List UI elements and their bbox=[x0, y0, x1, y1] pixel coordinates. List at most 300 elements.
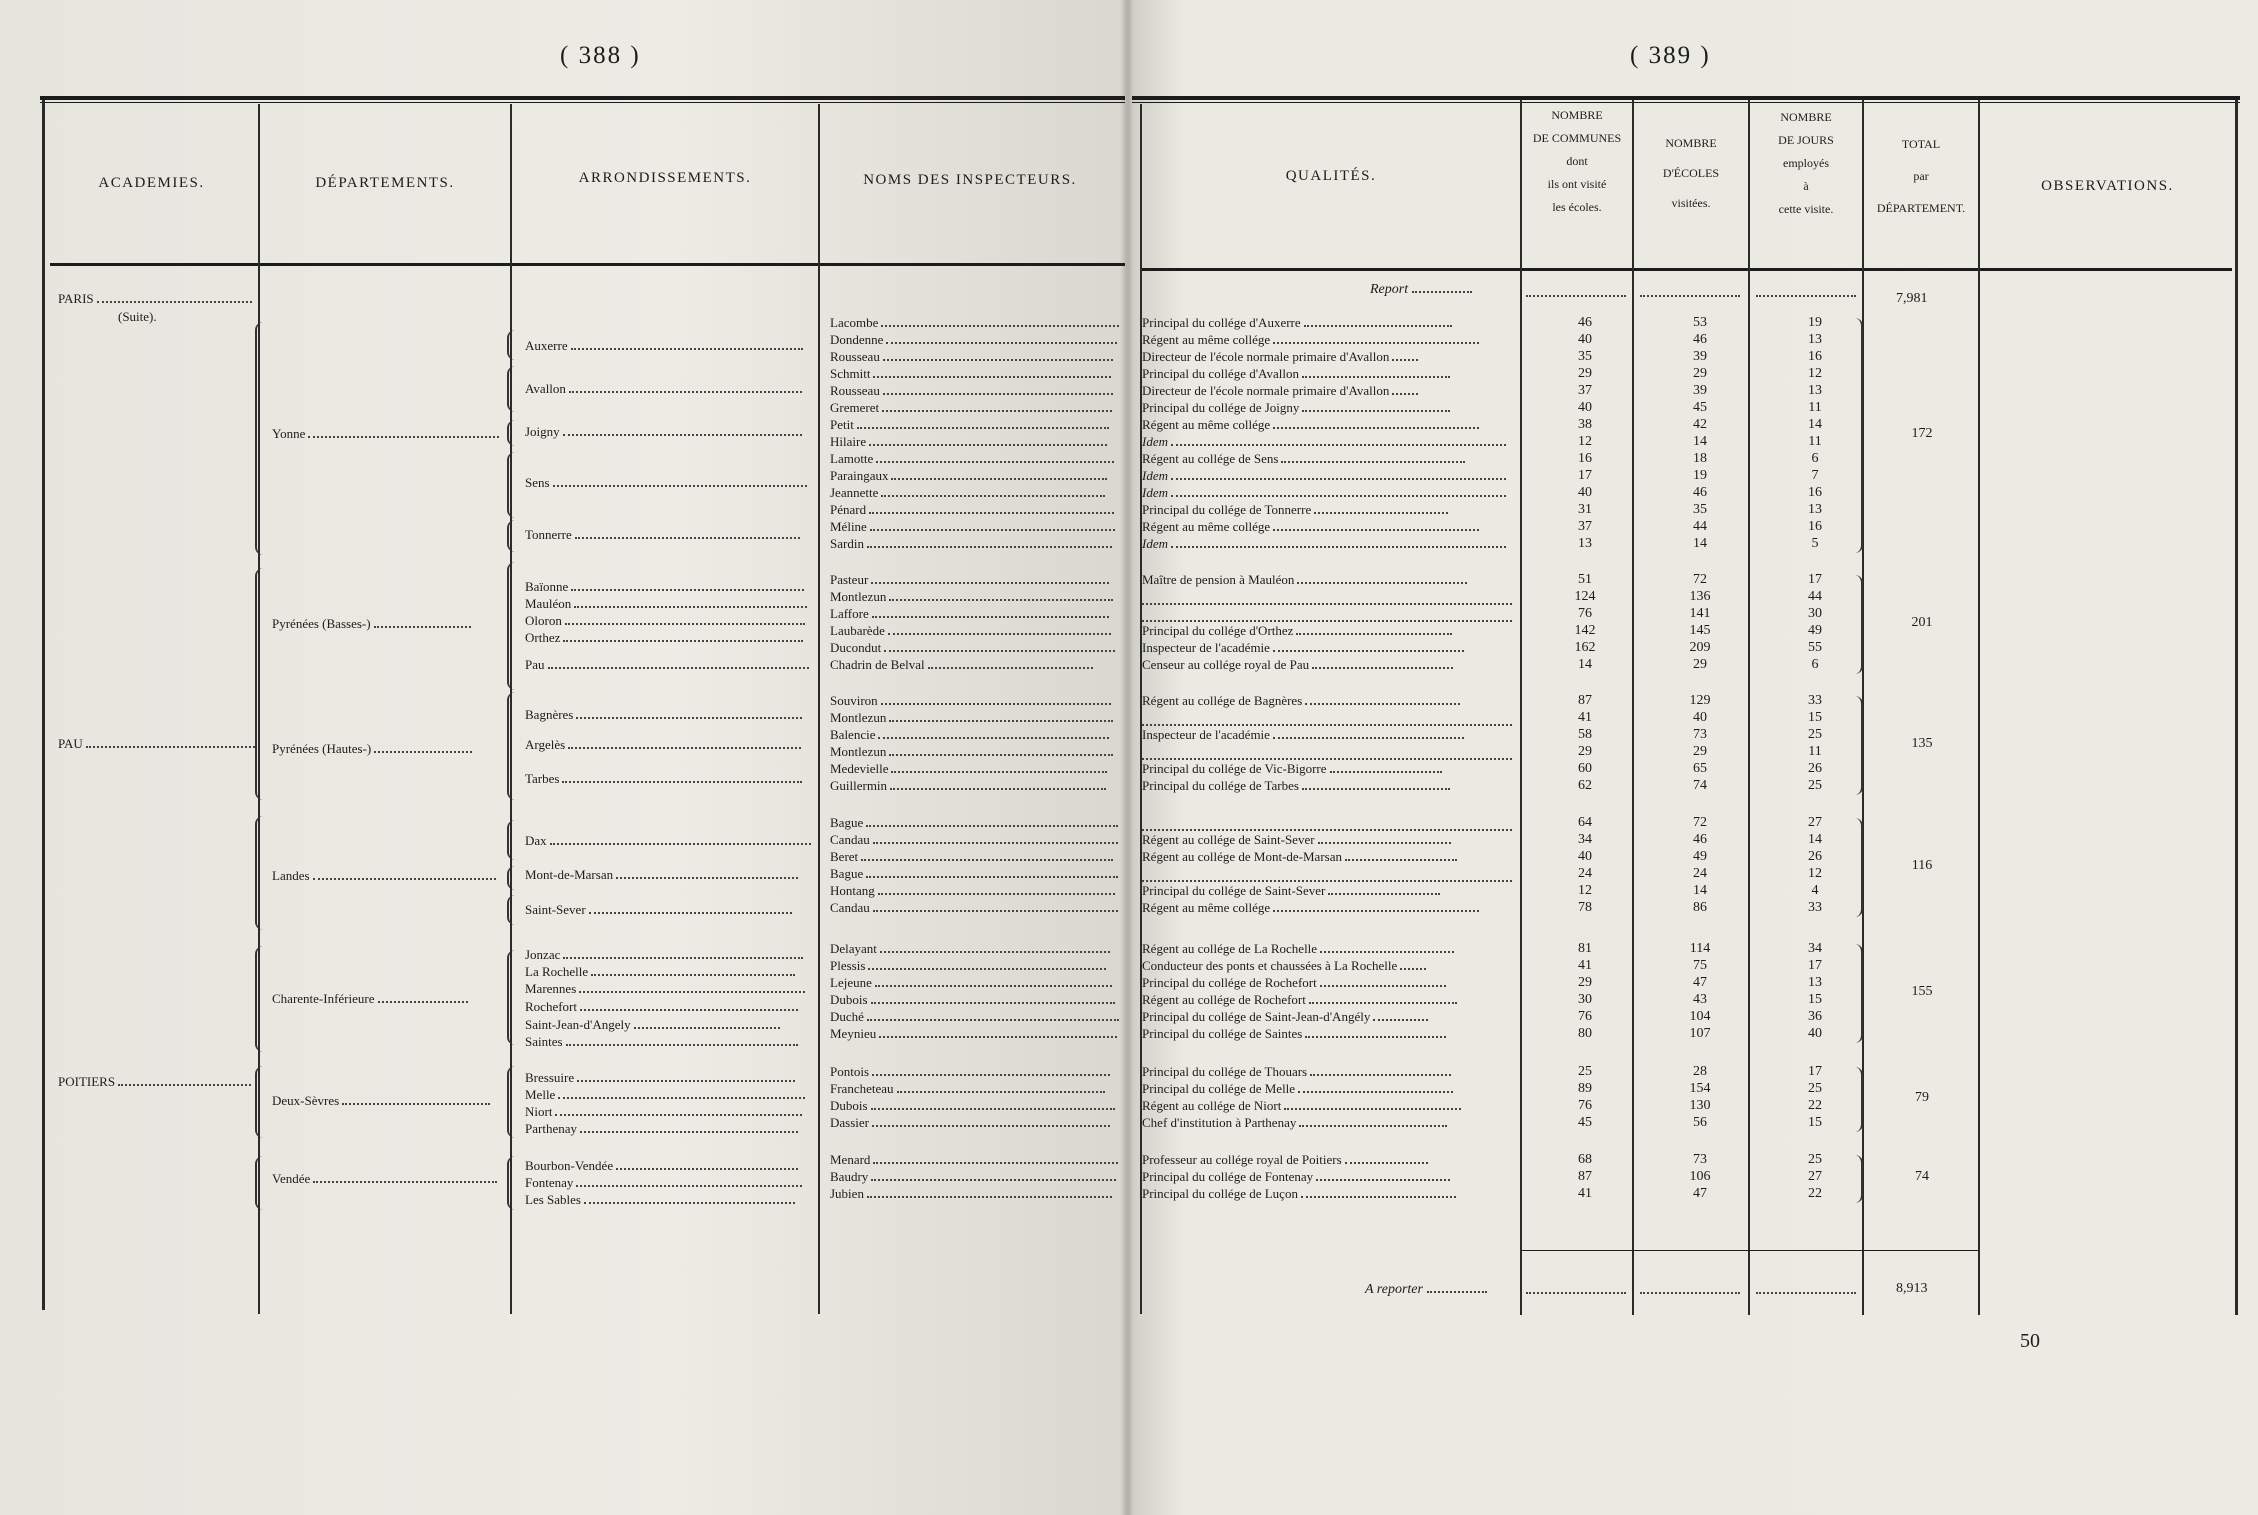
arrondissement-name-text: Mauléon bbox=[525, 596, 572, 611]
leader-dots bbox=[1142, 828, 1512, 831]
qualite-text bbox=[1142, 900, 1479, 916]
leader-dots bbox=[1298, 1090, 1453, 1093]
arrondissement-name-text: Tarbes bbox=[525, 771, 560, 786]
jours-value: 11 bbox=[1808, 400, 1822, 415]
leader-dots bbox=[1171, 443, 1506, 446]
leader-dots bbox=[1316, 1178, 1450, 1181]
group-brace bbox=[255, 946, 263, 1052]
header-ecoles bbox=[1634, 128, 1748, 218]
leader-dots bbox=[1640, 1291, 1740, 1294]
communes-value: 62 bbox=[1578, 778, 1592, 793]
jours-value: 49 bbox=[1808, 623, 1822, 638]
inspecteur-name-text: Medevielle bbox=[830, 761, 889, 776]
jours-value: 16 bbox=[1808, 349, 1822, 364]
qualite-text bbox=[1142, 975, 1446, 991]
inspecteur-name-text: Hontang bbox=[830, 883, 875, 898]
leader-dots bbox=[872, 1124, 1110, 1127]
inspecteur-name-text: Montlezun bbox=[830, 744, 887, 759]
inspecteur-name-text: Hilaire bbox=[830, 434, 867, 449]
communes-value: 87 bbox=[1578, 693, 1592, 708]
qualite-text bbox=[1142, 623, 1452, 639]
arrondissement-name-text: Tonnerre bbox=[525, 527, 572, 542]
arrondissement-name-text: Les Sables bbox=[525, 1192, 581, 1207]
jours-value: 17 bbox=[1808, 1064, 1822, 1079]
leader-dots bbox=[308, 435, 499, 438]
qualite-text-text: Idem bbox=[1142, 434, 1168, 449]
leader-dots bbox=[634, 1026, 780, 1029]
ecoles-value: 73 bbox=[1693, 1152, 1707, 1167]
inspecteur-name-text: Ducondut bbox=[830, 640, 882, 655]
jours-value: 17 bbox=[1808, 958, 1822, 973]
departement-total: 135 bbox=[1911, 736, 1933, 751]
ecoles-value: 141 bbox=[1689, 606, 1711, 621]
report-total: 7,981 bbox=[1896, 291, 1928, 306]
inspecteur-name bbox=[830, 992, 1115, 1008]
leader-dots bbox=[558, 1096, 805, 1099]
arrondissement-name bbox=[525, 771, 802, 787]
arrondissement-name-text: Fontenay bbox=[525, 1175, 574, 1190]
leader-dots bbox=[867, 1018, 1119, 1021]
group-brace bbox=[507, 1066, 515, 1138]
jours-value: 27 bbox=[1808, 1169, 1822, 1184]
group-brace bbox=[507, 366, 515, 412]
inspecteur-name-text: Candau bbox=[830, 832, 870, 847]
leader-dots bbox=[342, 1102, 490, 1105]
ecoles-value: 14 bbox=[1693, 536, 1707, 551]
communes-value: 38 bbox=[1578, 417, 1592, 432]
inspecteur-name bbox=[830, 832, 1118, 848]
communes-value: 142 bbox=[1574, 623, 1596, 638]
leader-dots bbox=[1526, 1291, 1626, 1294]
departement-name-text: Pyrénées (Hautes-) bbox=[272, 741, 372, 756]
qualite-text-text: Régent au collége de Bagnères bbox=[1142, 693, 1303, 708]
leader-dots bbox=[548, 666, 809, 669]
group-brace bbox=[255, 816, 263, 930]
ecoles-value: 49 bbox=[1693, 849, 1707, 864]
group-brace bbox=[1855, 696, 1863, 795]
header-observations: OBSERVATIONS. bbox=[2041, 178, 2174, 194]
communes-value: 40 bbox=[1578, 849, 1592, 864]
inspecteur-name bbox=[830, 383, 1113, 399]
departement-name-text: Charente-Inférieure bbox=[272, 991, 375, 1006]
arrondissement-name bbox=[525, 737, 801, 753]
leader-dots bbox=[1142, 879, 1512, 882]
ecoles-value: 39 bbox=[1693, 349, 1707, 364]
left-header-rule bbox=[50, 263, 1125, 266]
group-brace bbox=[507, 1156, 515, 1210]
qualite-text-text: Principal du collége de Saintes bbox=[1142, 1026, 1303, 1041]
inspecteur-name bbox=[830, 761, 1107, 777]
arrondissement-name bbox=[525, 596, 807, 612]
leader-dots bbox=[881, 324, 1119, 327]
communes-value: 12 bbox=[1578, 434, 1592, 449]
jours-value: 11 bbox=[1808, 744, 1822, 759]
leader-dots bbox=[118, 1083, 251, 1086]
leader-dots bbox=[866, 875, 1118, 878]
group-brace bbox=[1855, 1155, 1863, 1203]
qualite-text bbox=[1142, 468, 1506, 484]
arrondissement-name bbox=[525, 964, 795, 980]
communes-value: 41 bbox=[1578, 1186, 1592, 1201]
arrondissement-name bbox=[525, 338, 803, 354]
qualite-text bbox=[1142, 1081, 1453, 1097]
departement-name-text: Yonne bbox=[272, 426, 306, 441]
header-communes-line: dont bbox=[1566, 154, 1588, 168]
ecoles-value: 24 bbox=[1693, 866, 1707, 881]
header-total-line: TOTAL bbox=[1901, 137, 1941, 151]
arrondissement-name bbox=[525, 527, 800, 543]
leader-dots bbox=[871, 1107, 1116, 1110]
jours-value: 7 bbox=[1811, 468, 1819, 483]
departement-name bbox=[272, 426, 499, 442]
inspecteur-name bbox=[830, 778, 1106, 794]
inspecteur-name-text: Rousseau bbox=[830, 383, 880, 398]
right-col-rule-1 bbox=[1520, 100, 1522, 1315]
leader-dots bbox=[870, 528, 1115, 531]
leader-dots bbox=[891, 770, 1107, 773]
inspecteur-name-text: Laubarède bbox=[830, 623, 885, 638]
leader-dots bbox=[1312, 666, 1453, 669]
header-jours-line: DE JOURS bbox=[1778, 133, 1834, 147]
group-brace bbox=[1855, 575, 1863, 674]
leader-dots bbox=[861, 858, 1113, 861]
communes-value: 31 bbox=[1578, 502, 1592, 517]
signature-mark: 50 bbox=[2020, 1330, 2040, 1352]
leader-dots bbox=[1345, 858, 1457, 861]
arrondissement-name bbox=[525, 981, 805, 997]
leader-dots bbox=[882, 409, 1112, 412]
leader-dots bbox=[1392, 358, 1418, 361]
qualite-text bbox=[1142, 502, 1448, 518]
departement-total: 74 bbox=[1915, 1169, 1929, 1184]
inspecteur-name-text: Duché bbox=[830, 1009, 864, 1024]
inspecteur-name bbox=[830, 975, 1112, 991]
ecoles-value: 19 bbox=[1693, 468, 1707, 483]
departement-name bbox=[272, 616, 471, 632]
inspecteur-name-text: Balencie bbox=[830, 727, 876, 742]
leader-dots bbox=[575, 536, 800, 539]
leader-dots bbox=[563, 956, 803, 959]
arrondissement-name-text: Mont-de-Marsan bbox=[525, 867, 614, 882]
report-text: Report bbox=[1370, 282, 1409, 297]
communes-value: 45 bbox=[1578, 1115, 1592, 1130]
qualite-text bbox=[1142, 366, 1450, 382]
communes-value: 12 bbox=[1578, 883, 1592, 898]
leader-dots bbox=[1304, 324, 1452, 327]
group-brace bbox=[507, 866, 515, 890]
inspecteur-name-text: Dassier bbox=[830, 1115, 869, 1130]
qualite-text bbox=[1142, 657, 1453, 673]
qualite-text-text: Principal du collége d'Orthez bbox=[1142, 623, 1294, 638]
qualite-text-text: Principal du collége de Melle bbox=[1142, 1081, 1296, 1096]
leader-dots bbox=[86, 745, 255, 748]
leader-dots bbox=[1302, 409, 1450, 412]
inspecteur-name-text: Petit bbox=[830, 417, 854, 432]
arrondissement-name bbox=[525, 1104, 802, 1120]
qualite-text bbox=[1142, 832, 1451, 848]
inspecteur-name-text: Montlezun bbox=[830, 710, 887, 725]
jours-value: 5 bbox=[1811, 536, 1819, 551]
leader-dots bbox=[1756, 294, 1856, 297]
inspecteur-name bbox=[830, 657, 1093, 673]
book-gutter bbox=[1120, 0, 1134, 1515]
arrondissement-name bbox=[525, 1158, 798, 1174]
arrondissement-name-text: Saintes bbox=[525, 1034, 563, 1049]
qualite-text bbox=[1142, 572, 1467, 588]
leader-dots bbox=[1142, 723, 1512, 726]
inspecteur-name-text: Gremeret bbox=[830, 400, 880, 415]
leader-dots bbox=[589, 911, 793, 914]
communes-value: 64 bbox=[1578, 815, 1592, 830]
leader-dots bbox=[566, 1043, 799, 1046]
leader-dots bbox=[889, 719, 1112, 722]
jours-value: 34 bbox=[1808, 941, 1822, 956]
right-top-rule bbox=[1132, 96, 2240, 100]
ecoles-value: 74 bbox=[1693, 778, 1707, 793]
jours-value: 11 bbox=[1808, 434, 1822, 449]
arrondissement-name-text: Baïonne bbox=[525, 579, 569, 594]
qualite-text-text: Chef d'institution à Parthenay bbox=[1142, 1115, 1297, 1130]
header-total-line: DÉPARTEMENT. bbox=[1876, 201, 1966, 215]
leader-dots bbox=[873, 375, 1111, 378]
inspecteur-name bbox=[830, 1186, 1112, 1202]
leader-dots bbox=[1142, 619, 1512, 622]
leader-dots bbox=[579, 990, 804, 993]
communes-value: 29 bbox=[1578, 975, 1592, 990]
qualite-text bbox=[1142, 1064, 1451, 1080]
leader-dots bbox=[591, 973, 795, 976]
departement-name-text: Vendée bbox=[272, 1171, 311, 1186]
communes-value: 37 bbox=[1578, 519, 1592, 534]
leader-dots bbox=[97, 300, 252, 303]
qualite-text bbox=[1142, 417, 1479, 433]
leader-dots bbox=[871, 581, 1109, 584]
ecoles-value: 14 bbox=[1693, 434, 1707, 449]
inspecteur-name bbox=[830, 1169, 1116, 1185]
ecoles-value: 106 bbox=[1689, 1169, 1711, 1184]
qualite-text-text: Principal du collége de Vic-Bigorre bbox=[1142, 761, 1327, 776]
arrondissement-name bbox=[525, 424, 802, 440]
leader-dots bbox=[577, 1079, 795, 1082]
a-reporter-text: A reporter bbox=[1365, 1282, 1423, 1297]
inspecteur-name bbox=[830, 366, 1111, 382]
communes-value: 89 bbox=[1578, 1081, 1592, 1096]
left-top-rule bbox=[40, 96, 1125, 100]
jours-value: 25 bbox=[1808, 778, 1822, 793]
header-ecoles-line: visitées. bbox=[1671, 196, 1711, 210]
group-brace bbox=[507, 452, 515, 518]
leader-dots bbox=[1142, 757, 1512, 760]
leader-dots bbox=[1302, 787, 1450, 790]
arrondissement-name bbox=[525, 902, 792, 918]
communes-value: 124 bbox=[1574, 589, 1596, 604]
leader-dots bbox=[889, 753, 1112, 756]
inspecteur-name-text: Dubois bbox=[830, 1098, 868, 1113]
arrondissement-name-text: Bourbon-Vendée bbox=[525, 1158, 614, 1173]
leader-dots bbox=[574, 605, 807, 608]
leader-dots bbox=[1297, 581, 1467, 584]
group-brace bbox=[507, 562, 515, 690]
ecoles-value: 136 bbox=[1689, 589, 1711, 604]
header-communes-line: les écoles. bbox=[1552, 200, 1602, 214]
arrondissement-name bbox=[525, 707, 802, 723]
leader-dots bbox=[871, 1178, 1116, 1181]
jours-value: 15 bbox=[1808, 1115, 1822, 1130]
inspecteur-name bbox=[830, 606, 1109, 622]
group-brace bbox=[255, 1156, 263, 1210]
leader-dots bbox=[928, 666, 1094, 669]
communes-value: 76 bbox=[1578, 1098, 1592, 1113]
inspecteur-name-text: Dubois bbox=[830, 992, 868, 1007]
header-inspecteurs: NOMS DES INSPECTEURS. bbox=[863, 172, 1077, 188]
leader-dots bbox=[1171, 477, 1506, 480]
communes-value: 40 bbox=[1578, 485, 1592, 500]
arrondissement-name bbox=[525, 1192, 795, 1208]
qualite-text-text: Régent au même collége bbox=[1142, 417, 1271, 432]
ecoles-value: 145 bbox=[1689, 623, 1711, 638]
jours-value: 12 bbox=[1808, 866, 1822, 881]
group-brace bbox=[507, 330, 515, 360]
communes-value: 51 bbox=[1578, 572, 1592, 587]
qualite-text-text: Principal du collége de Rochefort bbox=[1142, 975, 1317, 990]
inspecteur-name-text: Menard bbox=[830, 1152, 871, 1167]
header-total bbox=[1864, 128, 1978, 224]
jours-value: 6 bbox=[1811, 451, 1819, 466]
leader-dots bbox=[616, 876, 798, 879]
inspecteur-name bbox=[830, 536, 1112, 552]
jours-value: 4 bbox=[1811, 883, 1819, 898]
inspecteur-name-text: Dondenne bbox=[830, 332, 884, 347]
qualite-text-text: Principal du collége de Saint-Sever bbox=[1142, 883, 1326, 898]
qualite-text-text: Maître de pension à Mauléon bbox=[1142, 572, 1295, 587]
ecoles-value: 29 bbox=[1693, 744, 1707, 759]
leader-dots bbox=[1412, 290, 1472, 293]
communes-value: 162 bbox=[1574, 640, 1596, 655]
qualite-text-text: Régent au collége de La Rochelle bbox=[1142, 941, 1318, 956]
ecoles-value: 130 bbox=[1689, 1098, 1711, 1113]
group-brace bbox=[507, 520, 515, 552]
leader-dots bbox=[555, 1113, 802, 1116]
leader-dots bbox=[857, 426, 1109, 429]
qualite-text-text: Professeur au collége royal de Poitiers bbox=[1142, 1152, 1342, 1167]
qualite-text-text: Directeur de l'école normale primaire d'Avallon bbox=[1142, 349, 1390, 364]
inspecteur-name bbox=[830, 883, 1115, 899]
jours-value: 25 bbox=[1808, 727, 1822, 742]
departement-name bbox=[272, 1093, 490, 1109]
inspecteur-name-text: Schmitt bbox=[830, 366, 871, 381]
qualite-text bbox=[1142, 761, 1442, 777]
leader-dots bbox=[1526, 294, 1626, 297]
header-jours-line: employés bbox=[1783, 156, 1829, 170]
leader-dots bbox=[576, 716, 801, 719]
inspecteur-name-text: Jubien bbox=[830, 1186, 864, 1201]
academy-name-text: POITIERS bbox=[58, 1074, 116, 1089]
arrondissement-name bbox=[525, 613, 805, 629]
leader-dots bbox=[1273, 909, 1479, 912]
inspecteur-name bbox=[830, 958, 1106, 974]
communes-value: 46 bbox=[1578, 315, 1592, 330]
jours-value: 12 bbox=[1808, 366, 1822, 381]
inspecteur-name bbox=[830, 941, 1110, 957]
arrondissement-name bbox=[525, 1034, 798, 1050]
inspecteur-name-text: Lejeune bbox=[830, 975, 872, 990]
leader-dots bbox=[616, 1167, 798, 1170]
inspecteur-name-text: Francheteau bbox=[830, 1081, 894, 1096]
qualite-text-text: Idem bbox=[1142, 536, 1168, 551]
qualite-text-text: Principal du collége de Tarbes bbox=[1142, 778, 1299, 793]
leader-dots bbox=[1284, 1107, 1461, 1110]
ecoles-value: 65 bbox=[1693, 761, 1707, 776]
arrondissement-name-text: Jonzac bbox=[525, 947, 561, 962]
qualite-text-text: Principal du collége de Thouars bbox=[1142, 1064, 1308, 1079]
inspecteur-name bbox=[830, 519, 1115, 535]
leader-dots bbox=[883, 358, 1113, 361]
arrondissement-name bbox=[525, 381, 802, 397]
academy-sub: (Suite). bbox=[118, 309, 157, 324]
qualite-text-text: Régent au même collége bbox=[1142, 332, 1271, 347]
communes-value: 40 bbox=[1578, 400, 1592, 415]
a-reporter-label bbox=[1365, 1282, 1487, 1298]
ecoles-value: 43 bbox=[1693, 992, 1707, 1007]
departement-total: 172 bbox=[1911, 426, 1933, 441]
inspecteur-name-text: Pénard bbox=[830, 502, 867, 517]
qualite-text bbox=[1142, 992, 1457, 1008]
ecoles-value: 53 bbox=[1693, 315, 1707, 330]
leader-dots bbox=[1301, 1195, 1456, 1198]
inspecteur-name-text: Pontois bbox=[830, 1064, 870, 1079]
group-brace bbox=[255, 1066, 263, 1138]
header-departements: DÉPARTEMENTS. bbox=[315, 175, 455, 191]
inspecteur-name bbox=[830, 727, 1109, 743]
qualite-text bbox=[1142, 849, 1457, 865]
ecoles-value: 75 bbox=[1693, 958, 1707, 973]
inspecteur-name bbox=[830, 900, 1118, 916]
ecoles-value: 29 bbox=[1693, 366, 1707, 381]
qualite-text-text: Inspecteur de l'académie bbox=[1142, 727, 1270, 742]
ecoles-value: 28 bbox=[1693, 1064, 1707, 1079]
qualite-text-text: Régent au même collége bbox=[1142, 900, 1271, 915]
leader-dots bbox=[872, 615, 1110, 618]
qualite-text-text: Inspecteur de l'académie bbox=[1142, 640, 1270, 655]
inspecteur-name-text: Souviron bbox=[830, 693, 878, 708]
qualite-text-text: Censeur au collége royal de Pau bbox=[1142, 657, 1310, 672]
leader-dots bbox=[867, 545, 1112, 548]
communes-value: 13 bbox=[1578, 536, 1592, 551]
leader-dots bbox=[1373, 1018, 1427, 1021]
leader-dots bbox=[1305, 702, 1460, 705]
leader-dots bbox=[1273, 528, 1479, 531]
leader-dots bbox=[550, 842, 811, 845]
leader-dots bbox=[881, 702, 1111, 705]
communes-value: 41 bbox=[1578, 710, 1592, 725]
arrondissement-name-text: Saint-Jean-d'Angely bbox=[525, 1017, 631, 1032]
ecoles-value: 86 bbox=[1693, 900, 1707, 915]
arrondissement-name bbox=[525, 579, 804, 595]
arrondissement-name-text: Melle bbox=[525, 1087, 556, 1102]
leader-dots bbox=[313, 1180, 497, 1183]
leader-dots bbox=[1320, 984, 1446, 987]
leader-dots bbox=[1273, 649, 1464, 652]
inspecteur-name bbox=[830, 502, 1114, 518]
qualite-text bbox=[1142, 434, 1506, 450]
departement-name bbox=[272, 1171, 497, 1187]
jours-value: 14 bbox=[1808, 417, 1822, 432]
group-brace bbox=[1855, 944, 1863, 1043]
ecoles-value: 56 bbox=[1693, 1115, 1707, 1130]
leader-dots bbox=[313, 877, 497, 880]
ecoles-value: 14 bbox=[1693, 883, 1707, 898]
communes-value: 80 bbox=[1578, 1026, 1592, 1041]
